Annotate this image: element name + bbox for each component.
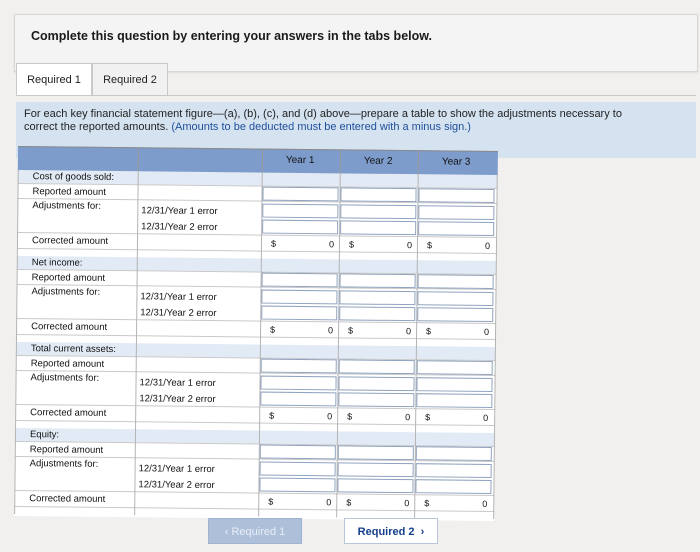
reported-amount-label: Reported amount — [30, 358, 105, 370]
tab-required-1[interactable]: Required 1 — [16, 63, 92, 95]
corrected-amount-value: 0 — [406, 326, 412, 337]
corrected-amount-value: 0 — [482, 498, 488, 509]
currency-symbol: $ — [270, 324, 276, 335]
reported-amount-input[interactable] — [340, 187, 416, 202]
corrected-amount-label: Corrected amount — [31, 235, 109, 247]
adjustment-year-1-input[interactable] — [338, 376, 414, 391]
currency-symbol: $ — [269, 410, 275, 421]
reported-amount-label: Reported amount — [31, 272, 106, 284]
tab-divider — [16, 95, 696, 96]
corrected-amount-value: 0 — [405, 412, 411, 423]
adjustment-year-1-input[interactable] — [340, 204, 416, 219]
section-title: Cost of goods sold: — [32, 171, 115, 184]
adjustments-label: Adjustments for: — [30, 372, 100, 384]
adjustment-year-2-label: 12/31/Year 2 error — [140, 307, 217, 320]
corrected-amount-value: 0 — [327, 411, 333, 422]
currency-symbol: $ — [426, 326, 432, 337]
currency-symbol: $ — [424, 498, 430, 509]
corrected-amount-value: 0 — [484, 326, 490, 337]
header-year-3: Year 3 — [441, 156, 471, 168]
adjustment-year-2-label: 12/31/Year 2 error — [138, 479, 215, 492]
currency-symbol: $ — [268, 496, 274, 507]
instructions-line-1: For each key financial statement figure—(a), (b), (c), and (d) above—prepare a table to show the adjustments necessary to — [24, 108, 622, 120]
currency-symbol: $ — [270, 238, 277, 249]
adjustment-year-2-input[interactable] — [337, 478, 413, 493]
currency-symbol: $ — [425, 412, 431, 423]
reported-amount-input[interactable] — [261, 359, 337, 374]
corrected-amount-value: 0 — [483, 412, 489, 423]
reported-amount-input[interactable] — [339, 359, 415, 374]
banner-text: Complete this question by entering your answers in the tabs below. — [31, 29, 432, 43]
currency-symbol: $ — [348, 239, 355, 250]
adjustment-year-1-input[interactable] — [417, 291, 493, 306]
instructions-highlight: (Amounts to be deducted must be entered with a minus sign.) — [171, 121, 471, 133]
corrected-amount-label: Corrected amount — [29, 493, 106, 505]
adjustment-year-2-label: 12/31/Year 2 error — [139, 393, 216, 406]
next-button-label: Required 2 — [357, 526, 415, 538]
reported-amount-input[interactable] — [260, 445, 336, 460]
adjustment-year-2-input[interactable] — [262, 220, 338, 235]
corrected-amount-value: 0 — [328, 239, 335, 250]
row-divider — [15, 420, 495, 426]
adjustment-year-1-input[interactable] — [260, 376, 336, 391]
adjustment-year-2-input[interactable] — [259, 478, 335, 493]
adjustment-year-1-label: 12/31/Year 1 error — [138, 463, 215, 476]
adjustment-year-1-input[interactable] — [339, 290, 415, 305]
adjustment-year-2-input[interactable] — [418, 221, 494, 236]
adjustment-year-2-input[interactable] — [338, 392, 414, 407]
reported-amount-label: Reported amount — [32, 186, 106, 198]
adjustment-year-1-label: 12/31/Year 1 error — [140, 291, 217, 304]
adjustments-label: Adjustments for: — [31, 286, 101, 298]
adjustment-year-2-input[interactable] — [416, 393, 492, 408]
adjustments-label: Adjustments for: — [32, 200, 102, 212]
corrected-amount-value: 0 — [404, 498, 410, 509]
next-required-2-button[interactable] — [344, 518, 438, 544]
chevron-left-icon: ‹ — [224, 526, 229, 538]
header-divider — [262, 150, 263, 174]
chevron-right-icon: › — [417, 526, 425, 538]
reported-amount-label: Reported amount — [29, 444, 104, 456]
adjustment-year-2-label: 12/31/Year 2 error — [141, 221, 218, 234]
instructions-prefix: correct the reported amounts. — [24, 121, 172, 133]
adjustment-year-1-input[interactable] — [338, 462, 414, 477]
prev-button-label: Required 1 — [231, 526, 286, 538]
adjustment-year-1-input[interactable] — [260, 462, 336, 477]
reported-amount-input[interactable] — [262, 273, 338, 288]
adjustment-year-2-input[interactable] — [417, 307, 493, 322]
header-divider — [138, 148, 139, 172]
reported-amount-input[interactable] — [338, 445, 414, 460]
adjustment-year-1-input[interactable] — [418, 205, 494, 220]
reported-amount-input[interactable] — [340, 273, 416, 288]
adjustment-year-1-label: 12/31/Year 1 error — [139, 377, 216, 390]
instructions-line-2 — [24, 121, 688, 134]
corrected-amount-value: 0 — [484, 240, 491, 251]
reported-amount-input[interactable] — [416, 446, 492, 461]
corrected-amount-label: Corrected amount — [31, 321, 108, 333]
adjustment-year-1-input[interactable] — [261, 290, 337, 305]
adjustment-year-1-input[interactable] — [416, 377, 492, 392]
reported-amount-input[interactable] — [418, 188, 494, 203]
section-title: Equity: — [29, 429, 60, 441]
header-divider — [418, 151, 419, 175]
header-divider — [340, 150, 341, 174]
adjustment-year-2-input[interactable] — [261, 306, 337, 321]
adjustments-label: Adjustments for: — [29, 458, 99, 470]
corrected-amount-value: 0 — [406, 240, 413, 251]
reported-amount-input[interactable] — [262, 187, 338, 202]
currency-symbol: $ — [347, 411, 353, 422]
adjustment-year-2-input[interactable] — [339, 306, 415, 321]
reported-amount-input[interactable] — [418, 274, 494, 289]
adjustment-year-1-label: 12/31/Year 1 error — [141, 205, 218, 218]
header-year-2: Year 2 — [363, 155, 393, 167]
tab-required-2[interactable]: Required 2 — [92, 63, 168, 95]
adjustment-year-2-input[interactable] — [340, 220, 416, 235]
currency-symbol: $ — [346, 497, 352, 508]
row-divider — [16, 334, 496, 340]
adjustment-year-2-input[interactable] — [415, 479, 491, 494]
header-year-1: Year 1 — [285, 154, 315, 167]
section-title: Net income: — [31, 257, 83, 269]
adjustment-year-1-input[interactable] — [262, 204, 338, 219]
adjustment-year-1-input[interactable] — [416, 463, 492, 478]
reported-amount-input[interactable] — [417, 360, 493, 375]
row-divider — [14, 506, 494, 512]
corrected-amount-value: 0 — [328, 325, 334, 336]
prev-required-1-button[interactable] — [208, 518, 302, 544]
row-divider — [17, 248, 497, 254]
section-title: Total current assets: — [30, 343, 116, 356]
currency-symbol: $ — [426, 240, 433, 251]
currency-symbol: $ — [348, 325, 354, 336]
adjustments-table — [14, 146, 498, 521]
corrected-amount-value: 0 — [326, 497, 332, 508]
adjustment-year-2-input[interactable] — [260, 392, 336, 407]
corrected-amount-label: Corrected amount — [30, 407, 107, 419]
